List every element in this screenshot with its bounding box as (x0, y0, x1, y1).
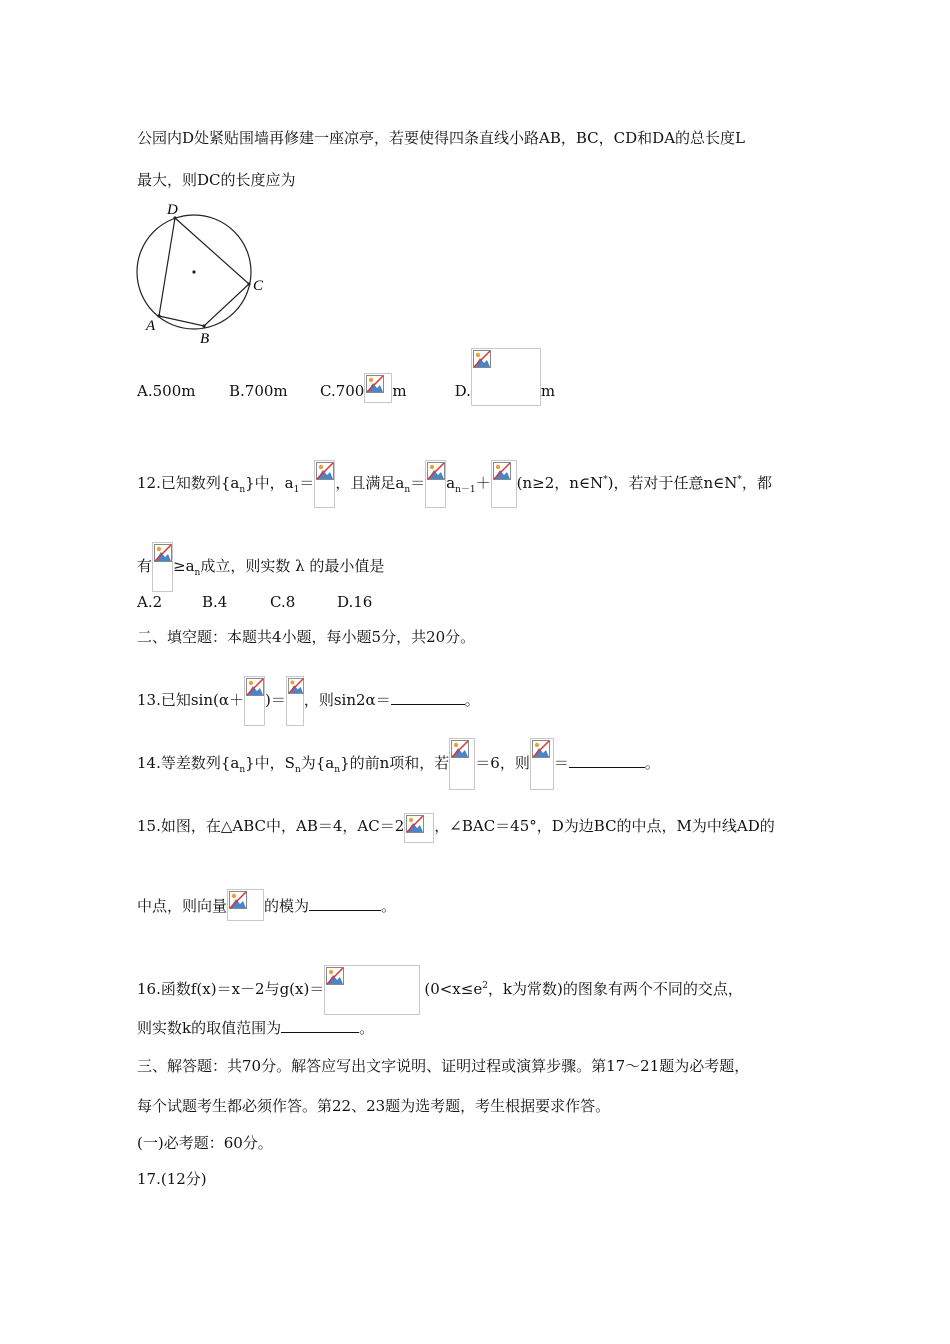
q11-option-c-pre: C.700 (320, 382, 365, 400)
q11-option-b: B.700m (229, 382, 288, 400)
section-3-line1: 三、解答题：共70分。解答应写出文字说明、证明过程或演算步骤。第17～21题为必考题， (137, 1057, 750, 1075)
q17-heading: 17.(12分) (137, 1170, 207, 1188)
q16-line1: 16.函数f(x)＝x－2与g(x)＝ ($0<x\le e^2$，k为常数)的图象有两个不同的交点， (137, 965, 743, 1015)
broken-image-icon (152, 542, 173, 592)
label-B: B (200, 331, 210, 347)
broken-image-icon (244, 676, 265, 726)
q14-line: 14.等差数列$\{a_n\}$中，$S_n$为$\{a_n\}$的前n项和，若 ＝6，则 ＝ 。 (137, 738, 660, 790)
q11-line2: 最大，则DC的长度应为 (137, 171, 296, 189)
q15-line1: 15.如图，在△ABC中，AB＝4，AC＝2 ，∠BAC＝45°，D为边BC的中点，M为中线AD的 (137, 811, 775, 843)
broken-image-icon (364, 373, 392, 403)
broken-image-icon (449, 738, 475, 790)
broken-image-icon (324, 965, 420, 1015)
figure-quadrilateral (159, 218, 249, 326)
q12-line2: 有 $\ge a_n$成立，则实数 λ 的最小值是 (137, 542, 384, 592)
section-3-subheading: (一)必考题：60分。 (137, 1134, 273, 1152)
broken-image-icon (471, 348, 541, 406)
q12-option-c: C.8 (270, 593, 296, 611)
q13-line: 13.已知sin(α＋ )＝ ，则sin2α＝ 。 (137, 676, 480, 726)
circle-quadrilateral-figure (130, 198, 280, 348)
q16-line2: 则实数k的取值范围为 。 (137, 1019, 375, 1037)
section-2-heading: 二、填空题：本题共4小题，每小题5分，共20分。 (137, 628, 476, 646)
broken-image-icon (491, 460, 517, 508)
q13-answer-blank[interactable] (391, 690, 465, 705)
label-C: C (253, 278, 264, 294)
q11-line1: 公园内D处紧贴围墙再修建一座凉亭，若要使得四条直线小路AB，BC，CD和DA的总长度L (137, 129, 745, 147)
q11-option-c-post: m (392, 382, 407, 400)
q12-option-d: D.16 (337, 593, 373, 611)
q16-answer-blank[interactable] (281, 1018, 359, 1033)
q11-option-d-post: m (540, 382, 556, 400)
section-3-line2: 每个试题考生都必须作答。第22、23题为选考题，考生根据要求作答。 (137, 1097, 611, 1115)
q14-answer-blank[interactable] (569, 753, 645, 768)
broken-image-icon (404, 813, 434, 843)
q12-line1: 12.已知数列$\{a_n\}$中，$a_1=$ ，且满足$a_n=$ $a_{n-1}+$ (n≥2，n∈N*)，若对于任意n∈N*，都 (137, 460, 772, 508)
q12-option-a: A.2 (137, 593, 163, 611)
label-A: A (146, 318, 156, 334)
broken-image-icon (530, 738, 554, 790)
q12-option-b: B.4 (202, 593, 228, 611)
broken-image-icon (227, 889, 264, 921)
broken-image-icon (314, 460, 335, 508)
label-D: D (167, 202, 178, 218)
figure-center-point (192, 270, 195, 273)
broken-image-icon (425, 460, 446, 508)
q15-answer-blank[interactable] (309, 896, 381, 911)
q15-line2: 中点，则向量 的模为 。 (137, 893, 396, 921)
q11-option-a: A.500m (137, 382, 196, 400)
q12-options (137, 592, 372, 612)
broken-image-icon (286, 676, 304, 726)
q11-option-d-pre: D. (454, 382, 471, 400)
q11-options (137, 378, 555, 406)
